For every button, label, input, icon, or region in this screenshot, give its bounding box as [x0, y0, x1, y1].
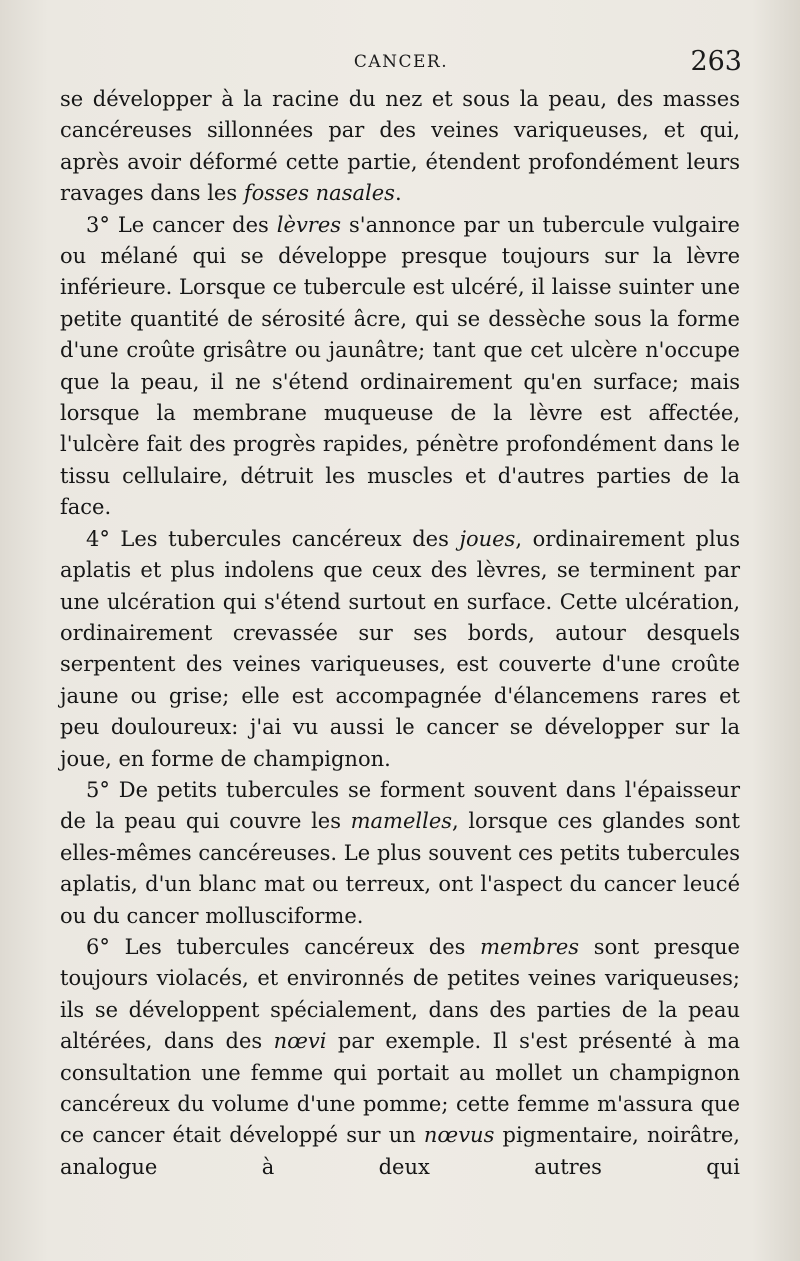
- body-text: [60, 84, 740, 1183]
- paragraph-lips-cancer: [60, 210, 740, 524]
- italic-term: membres: [480, 934, 580, 959]
- italic-term: joues: [459, 526, 516, 551]
- text-run: , lorsque ces glandes sont elles-mêmes cancéreuses. Le plus souvent ces petits tubercules aplatis, d'un blanc mat ou terreux, ont l'aspect du cancer leucé ou du cancer mollusciforme.: [60, 809, 740, 928]
- text-run: , ordinairement plus aplatis et plus indolens que ceux des lèvres, se terminent par une ulcération qui s'étend surtout en surface. Cette ulcération, ordinairement crevassée sur ses bords, autour desquels serpentent des veines variqueuses, est couverte d'une croûte jaune ou grise; elle est accompagnée d'élancemens rares et peu douloureux: j'ai vu aussi le cancer se développer sur la joue, en forme de champignon.: [60, 526, 740, 771]
- text-run: sont presque toujours violacés, et environnés de petites veines variqueuses; ils se développent spécialement, dans des parties de la peau altérées, dans des: [60, 934, 740, 1054]
- page-header: [60, 46, 742, 82]
- text-run: pigmentaire, noirâtre, analogue à deux autres qui: [60, 1123, 740, 1179]
- text-run: 6° Les tubercules cancéreux des: [86, 934, 481, 959]
- paragraph-continuation: [60, 84, 740, 210]
- paragraph-breast-tubercles: [60, 775, 740, 932]
- paragraph-cheek-tubercles: [60, 524, 740, 775]
- page-number: 263: [690, 46, 742, 77]
- text-run: 4° Les tubercules cancéreux des: [86, 526, 460, 551]
- running-title: CANCER.: [353, 52, 449, 72]
- text-run: se développer à la racine du nez et sous la peau, des masses cancéreuses sillonnées par des veines variqueuses, et qui, après avoir déformé cette partie, étendent profondément leurs ravages dans les: [60, 87, 740, 206]
- italic-term: fosses nasales: [243, 181, 395, 206]
- italic-term: nœvi: [273, 1029, 327, 1054]
- italic-term: lèvres: [276, 212, 342, 237]
- italic-term: mamelles: [350, 809, 453, 834]
- text-run: par exemple. Il s'est présenté à ma consultation une femme qui portait au mollet un champignon cancéreux du volume d'une pomme; cette femme m'assura que ce cancer était développé sur un: [60, 1029, 740, 1148]
- text-run: s'annonce par un tubercule vulgaire ou mélané qui se développe presque toujours sur la lèvre inférieure. Lorsque ce tubercule est ulcéré, il laisse suinter une petite quantité de sérosité âcre, qui se dessèche sous la forme d'une croûte grisâtre ou jaunâtre; tant que cet ulcère n'occupe que la peau, il ne s'étend ordinairement qu'en surface; mais lorsque la membrane muqueuse de la lèvre est affectée, l'ulcère fait des progrès rapides, pénètre profondément dans le tissu cellulaire, détruit les muscles et d'autres parties de la face.: [60, 212, 740, 520]
- italic-term: nœvus: [423, 1123, 495, 1148]
- text-run: .: [394, 181, 402, 206]
- text-run: 3° Le cancer des: [86, 212, 277, 237]
- paragraph-limb-tubercles: [60, 932, 740, 1183]
- text-run: 5° De petits tubercules se forment souvent dans l'épaisseur de la peau qui couvre les: [60, 777, 740, 834]
